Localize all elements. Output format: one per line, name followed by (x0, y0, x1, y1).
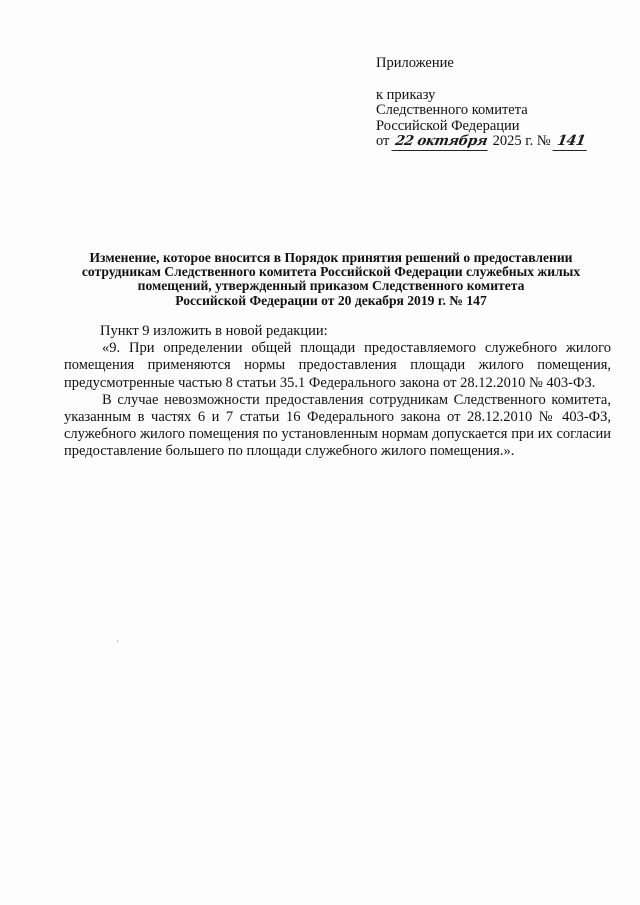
document-heading (64, 251, 598, 308)
appendix-date-line (376, 134, 616, 151)
handwritten-number: 141 (553, 134, 590, 151)
heading-line-3: помещений, утвержденный приказом Следственного комитета (137, 278, 525, 294)
handwritten-date: 22 октября (392, 134, 491, 151)
heading-line-4: Российской Федерации от 20 декабря 2019 г. № 147 (175, 292, 487, 308)
date-year: 2025 г. № (492, 133, 551, 149)
scan-speck (117, 640, 118, 642)
appendix-title: Приложение (376, 55, 454, 71)
paragraph-2: В случае невозможности предоставления сотрудникам Следственного комитета, указанным в частях 6 и 7 статьи 16 Федерального закона от 28.12.2010 № 403-ФЗ, служебного жилого помещения по установленным нормам допускается при их согласии предоставление большего по площади служебного жилого помещения.». (64, 391, 611, 460)
appendix-org-line1: Следственного комитета (376, 102, 528, 118)
document-body (64, 323, 611, 461)
heading-line-1: Изменение, которое вносится в Порядок принятия решений о предоставлении (89, 250, 573, 265)
date-prefix: от (376, 133, 390, 149)
appendix-order-label: к приказу (376, 86, 436, 103)
intro-paragraph: Пункт 9 изложить в новой редакции: (100, 323, 328, 339)
heading-line-2: сотрудникам Следственного комитета Российской Федерации служебных жилых (81, 264, 581, 280)
appendix-block (376, 56, 616, 151)
paragraph-1: «9. При определении общей площади предоставляемого служебного жилого помещения применяются нормы предоставления площади жилого помещения, предусмотренные частью 8 статьи 35.1 Федерального закона от 28.12.2010 № 403-ФЗ. (64, 340, 611, 391)
appendix-org-line2: Российской Федерации (376, 117, 520, 134)
